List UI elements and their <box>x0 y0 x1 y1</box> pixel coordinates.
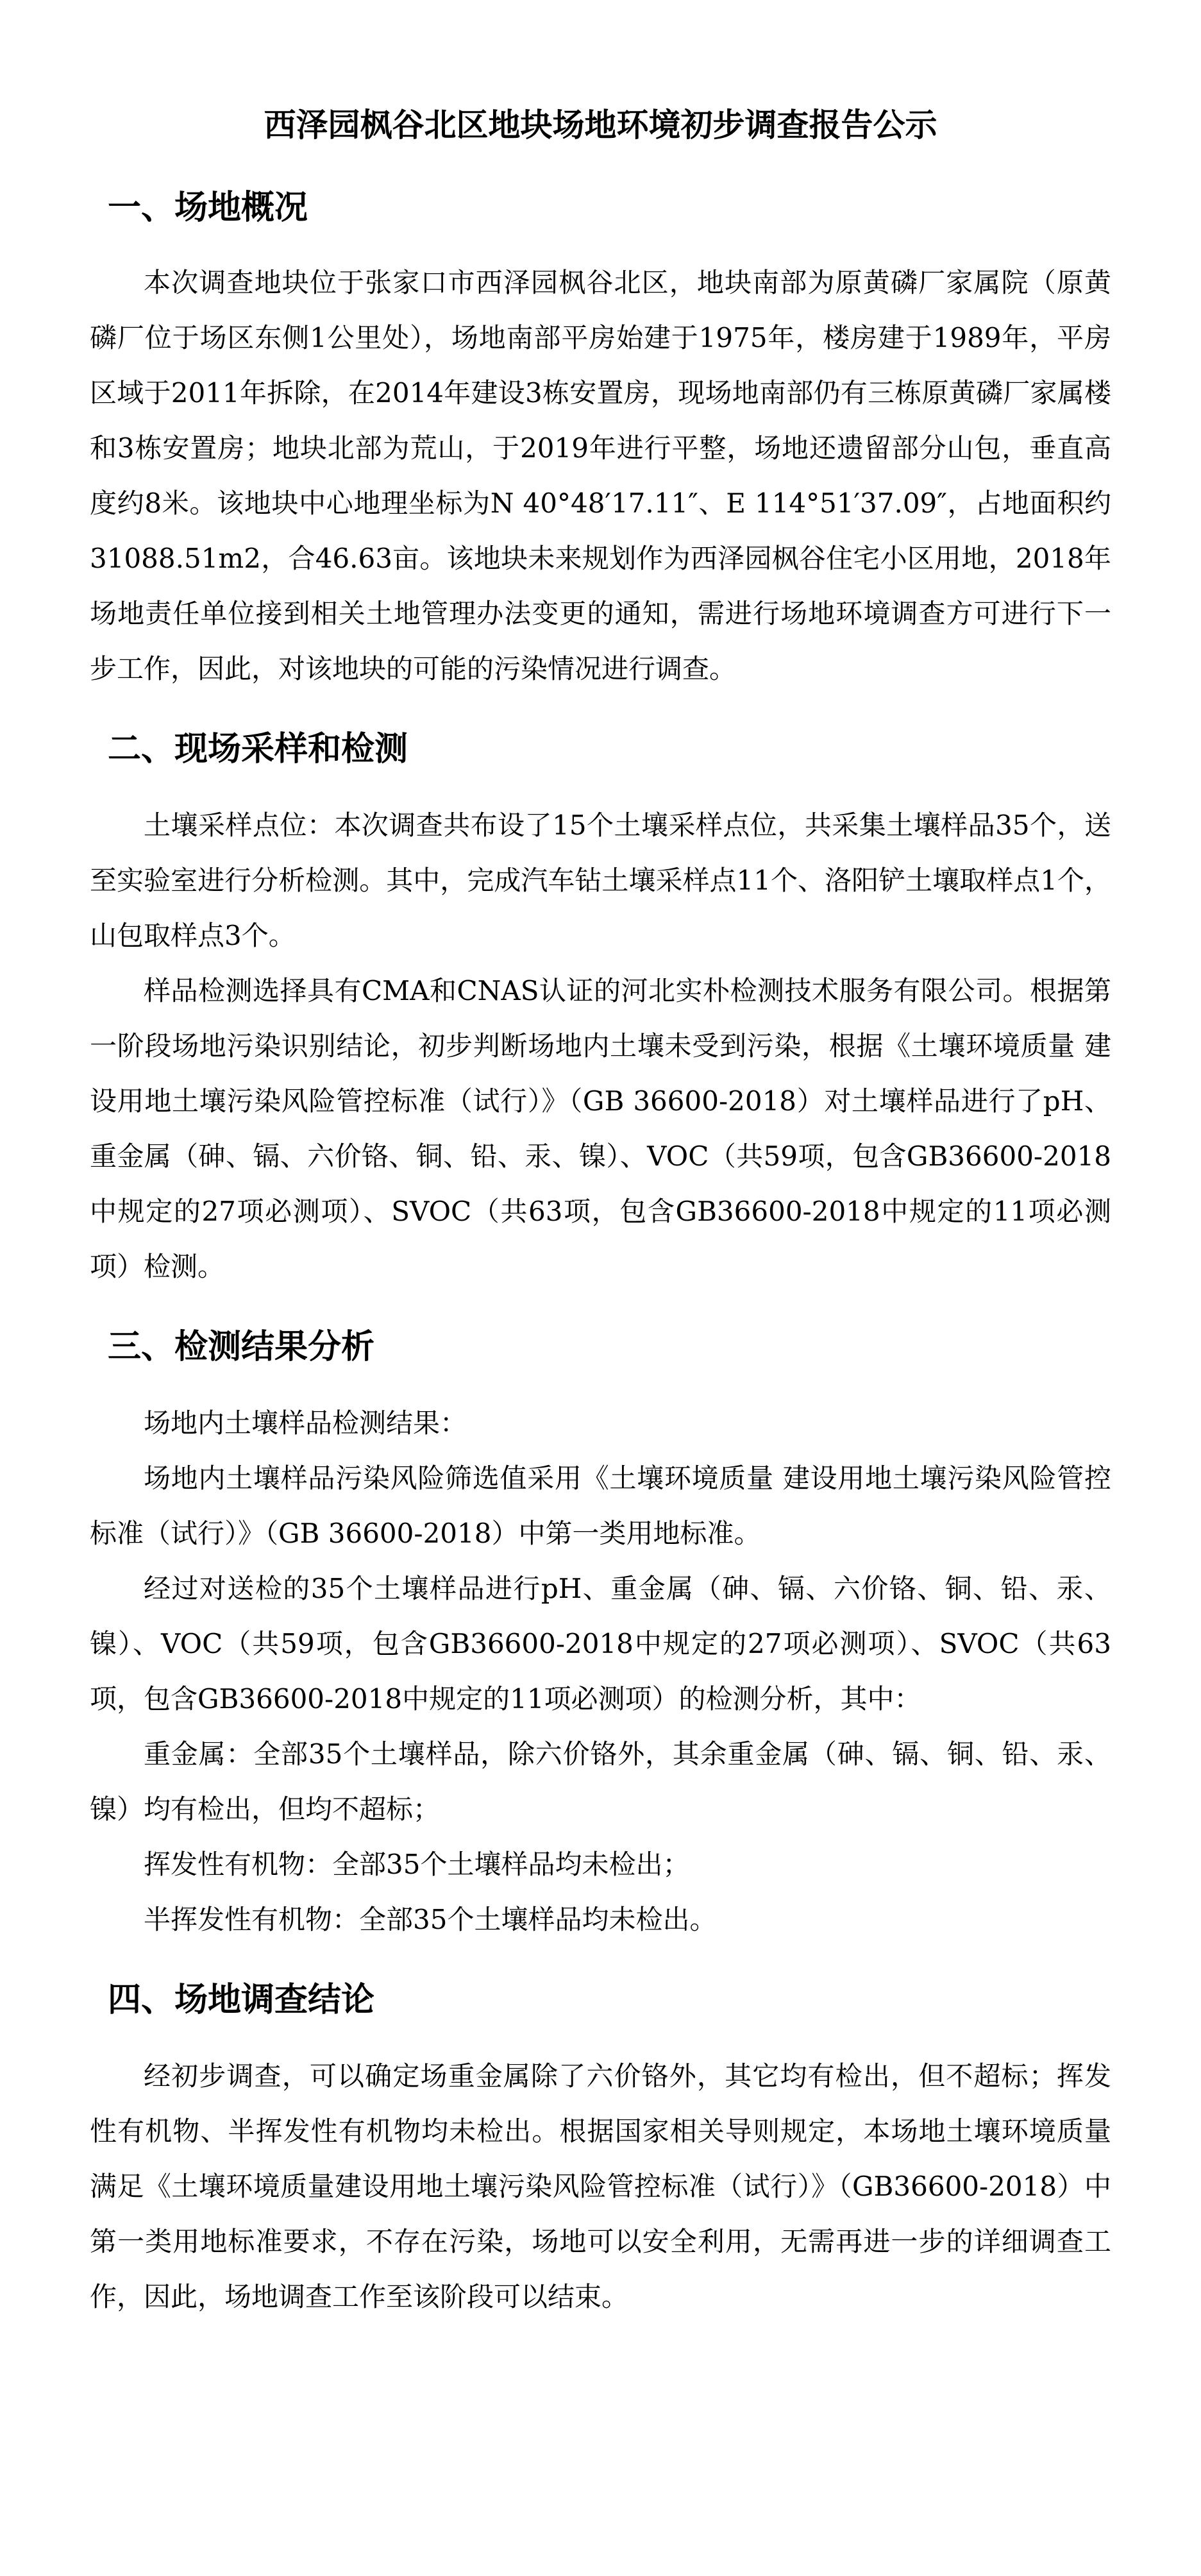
paragraph: 本次调查地块位于张家口市西泽园枫谷北区，地块南部为原黄磷厂家属院（原黄磷厂位于场区东侧1公里处），场地南部平房始建于1975年，楼房建于1989年，平房区域于2011年拆除，在2014年建设3栋安置房，现场地南部仍有三栋原黄磷厂家属楼和3栋安置房；地块北部为荒山，于2019年进行平整，场地还遗留部分山包，垂直高度约8米。该地块中心地理坐标为N 40°48′17.11″、E 114°51′37.09″，占地面积约31088.51m2，合46.63亩。该地块未来规划作为西泽园枫谷住宅小区用地，2018年场地责任单位接到相关土地管理办法变更的通知，需进行场地环境调查方可进行下一步工作，因此，对该地块的可能的污染情况进行调查。 <box>90 267 1111 684</box>
section-conclusion <box>90 1977 1111 2325</box>
paragraph: 半挥发性有机物：全部35个土壤样品均未检出。 <box>144 1904 717 1935</box>
paragraph: 重金属：全部35个土壤样品，除六价铬外，其余重金属（砷、镉、铜、铅、汞、镍）均有检出，但均不超标； <box>90 1738 1111 1825</box>
section-result-analysis <box>90 1324 1111 1947</box>
paragraph: 场地内土壤样品污染风险筛选值采用《土壤环境质量 建设用地土壤污染风险管控标准（试行）》（GB 36600-2018）中第一类用地标准。 <box>90 1462 1111 1549</box>
section-heading: 二、现场采样和检测 <box>108 729 408 768</box>
section-sampling-testing <box>90 726 1111 1294</box>
paragraph: 经过对送检的35个土壤样品进行pH、重金属（砷、镉、六价铬、铜、铅、汞、镍）、VOC（共59项，包含GB36600-2018中规定的27项必测项）、SVOC（共63项，包含GB36600-2018中规定的11项必测项）的检测分析，其中： <box>90 1573 1111 1715</box>
paragraph: 挥发性有机物：全部35个土壤样品均未检出； <box>144 1849 690 1880</box>
paragraph: 土壤采样点位：本次调查共布设了15个土壤采样点位，共采集土壤样品35个，送至实验室进行分析检测。其中，完成汽车钻土壤采样点11个、洛阳铲土壤取样点1个，山包取样点3个。 <box>90 809 1111 951</box>
section-site-overview <box>90 185 1111 697</box>
paragraph: 样品检测选择具有CMA和CNAS认证的河北实朴检测技术服务有限公司。根据第一阶段场地污染识别结论，初步判断场地内土壤未受到污染，根据《土壤环境质量 建设用地土壤污染风险管控标准（试行）》（GB 36600-2018）对土壤样品进行了pH、重金属（砷、镉、六价铬、铜、铅、汞、镍）、VOC（共59项，包含GB36600-2018中规定的27项必测项）、SVOC（共63项，包含GB36600-2018中规定的11项必测项）检测。 <box>90 975 1111 1282</box>
section-heading: 一、场地概况 <box>108 188 308 227</box>
section-heading: 四、场地调查结论 <box>108 1980 375 2019</box>
paragraph: 场地内土壤样品检测结果： <box>144 1407 467 1439</box>
section-heading: 三、检测结果分析 <box>108 1327 375 1366</box>
document-title: 西泽园枫谷北区地块场地环境初步调查报告公示 <box>264 106 937 144</box>
paragraph: 经初步调查，可以确定场重金属除了六价铬外，其它均有检出，但不超标；挥发性有机物、半挥发性有机物均未检出。根据国家相关导则规定，本场地土壤环境质量满足《土壤环境质量建设用地土壤污染风险管控标准（试行）》（GB36600-2018）中第一类用地标准要求，不存在污染，场地可以安全利用，无需再进一步的详细调查工作，因此，场地调查工作至该阶段可以结束。 <box>90 2060 1111 2312</box>
